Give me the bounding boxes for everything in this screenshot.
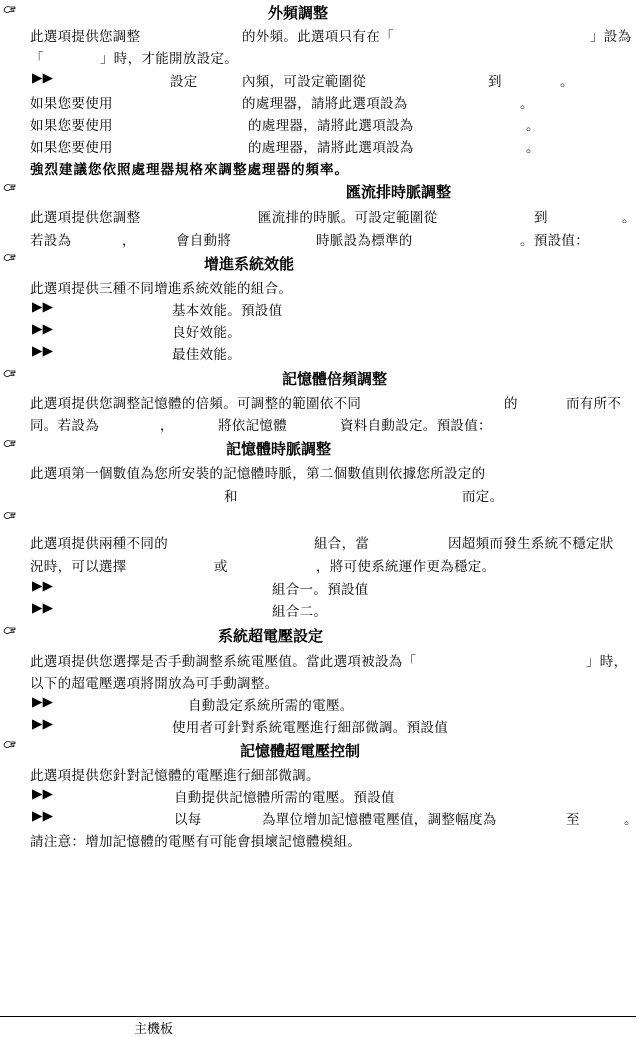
text-segment: 以每	[174, 812, 202, 828]
section-heading: 記憶體時脈調整	[226, 440, 332, 458]
text-segment: 。	[622, 210, 636, 226]
text-segment: 。	[624, 812, 638, 828]
arrow-bullet-icon: ▶▶	[32, 600, 54, 616]
text-segment: 此選項提供您調整	[30, 210, 141, 226]
arrow-bullet-icon: ▶▶	[32, 321, 54, 337]
text-segment: 資料自動設定。預設值：	[340, 418, 492, 434]
text-segment: 的	[504, 396, 518, 412]
text-segment: 的處理器，請將此選項設為	[248, 118, 414, 134]
section-heading: 外頻調整	[268, 4, 329, 22]
text-segment: 。	[526, 118, 540, 134]
text-segment: 此選項提供您調整	[30, 29, 141, 45]
text-segment: 至	[566, 812, 580, 828]
text-segment: 」時，	[586, 654, 628, 670]
footer-label: 主機板	[134, 1022, 174, 1037]
text-segment: 和	[224, 489, 238, 505]
text-segment: 的外頻。此選項只有在「	[242, 29, 394, 45]
text-segment: 此選項提供您調整記憶體的倍頻。可調整的範圍依不同	[30, 396, 362, 412]
arrow-bullet-icon: ▶▶	[32, 343, 54, 359]
text-segment: 組合，當	[314, 536, 370, 552]
text-segment: 此選項第一個數值為您所安裝的記憶體時脈，第二個數值則依據您所設定的	[30, 466, 486, 482]
text-segment: 自動設定系統所需的電壓。	[188, 698, 354, 714]
arrow-bullet-icon: ▶▶	[32, 299, 54, 315]
text-segment: 而定。	[462, 489, 504, 505]
text-segment: 「	[30, 51, 44, 67]
text-segment: 基本效能。預設值	[172, 303, 283, 319]
text-segment: 的處理器，請將此選項設為	[242, 96, 408, 112]
text-segment: 此選項提供您針對記憶體的電壓進行細部微調。	[30, 768, 320, 784]
text-segment: 。	[560, 74, 574, 90]
text-segment: 匯流排的時脈。可設定範圍從	[258, 210, 438, 226]
arrow-bullet-icon: ▶▶	[32, 808, 54, 824]
text-segment: 」時，才能開放設定。	[100, 51, 238, 67]
text-segment: 到	[488, 74, 502, 90]
text-segment: 良好效能。	[172, 325, 241, 341]
text-segment: 以下的超電壓選項將開放為可手動調整。	[30, 676, 279, 692]
text-segment: 如果您要使用	[30, 118, 113, 134]
arrow-bullet-icon: ▶▶	[32, 786, 54, 802]
text-segment: 將依記憶體	[218, 418, 287, 434]
text-segment: 設定	[170, 74, 198, 90]
pointing-hand-icon	[4, 741, 16, 749]
text-segment: 況時，可以選擇	[30, 559, 127, 575]
text-segment: 。預設值：	[520, 233, 589, 249]
text-segment: 內頻，可設定範圍從	[242, 74, 367, 90]
text-segment: 若設為	[30, 233, 72, 249]
text-segment: 為單位增加記憶體電壓值，調整幅度為	[262, 812, 497, 828]
text-segment: 組合二。	[272, 604, 328, 620]
arrow-bullet-icon: ▶▶	[32, 694, 54, 710]
section-heading: 系統超電壓設定	[218, 627, 324, 645]
text-segment: 的處理器，請將此選項設為	[248, 140, 414, 156]
text-segment: 自動提供記憶體所需的電壓。預設值	[174, 790, 395, 806]
text-segment: ，	[160, 418, 174, 434]
section-heading: 增進系統效能	[204, 255, 295, 273]
footer-rule	[0, 1016, 636, 1017]
arrow-bullet-icon: ▶▶	[32, 578, 54, 594]
text-segment: 組合一。預設值	[272, 582, 369, 598]
pointing-hand-icon	[4, 627, 16, 635]
text-segment: 」設為	[590, 29, 632, 45]
text-segment: 此選項提供您選擇是否手動調整系統電壓值。當此選項被設為「	[30, 654, 417, 670]
pointing-hand-icon	[4, 512, 16, 520]
pointing-hand-icon	[4, 6, 16, 14]
text-segment: 如果您要使用	[30, 96, 113, 112]
arrow-bullet-icon: ▶▶	[32, 716, 54, 732]
text-segment: ，將可使系統運作更為穩定。	[316, 559, 496, 575]
text-segment: 使用者可針對系統電壓進行細部微調。預設值	[172, 720, 448, 736]
text-segment: 因超頻而發生系統不穩定狀	[448, 536, 614, 552]
text-segment: 或	[214, 559, 228, 575]
text-segment: ，	[122, 233, 136, 249]
text-segment: 到	[534, 210, 548, 226]
text-segment: 時脈設為標準的	[316, 233, 413, 249]
section-heading: 匯流排時脈調整	[346, 183, 452, 201]
pointing-hand-icon	[4, 370, 16, 378]
section-heading: 記憶體超電壓控制	[240, 742, 361, 760]
section-heading: 記憶體倍頻調整	[282, 370, 388, 388]
text-segment: 如果您要使用	[30, 140, 113, 156]
text-segment: 此選項提供兩種不同的	[30, 536, 168, 552]
pointing-hand-icon	[4, 184, 16, 192]
text-segment: 。	[526, 140, 540, 156]
pointing-hand-icon	[4, 254, 16, 262]
text-segment: 而有所不	[566, 396, 622, 412]
pointing-hand-icon	[4, 440, 16, 448]
warning-text: 強烈建議您依照處理器規格來調整處理器的頻率。	[30, 162, 349, 178]
text-segment: 同。若設為	[30, 418, 99, 434]
text-segment: 最佳效能。	[172, 347, 241, 363]
text-segment: 此選項提供三種不同增進系統效能的組合。	[30, 281, 293, 297]
text-segment: 。	[520, 96, 534, 112]
text-segment: 會自動將	[176, 233, 232, 249]
text-segment: 請注意：增加記憶體的電壓有可能會損壞記憶體模組。	[30, 834, 362, 850]
arrow-bullet-icon: ▶▶	[32, 70, 54, 86]
